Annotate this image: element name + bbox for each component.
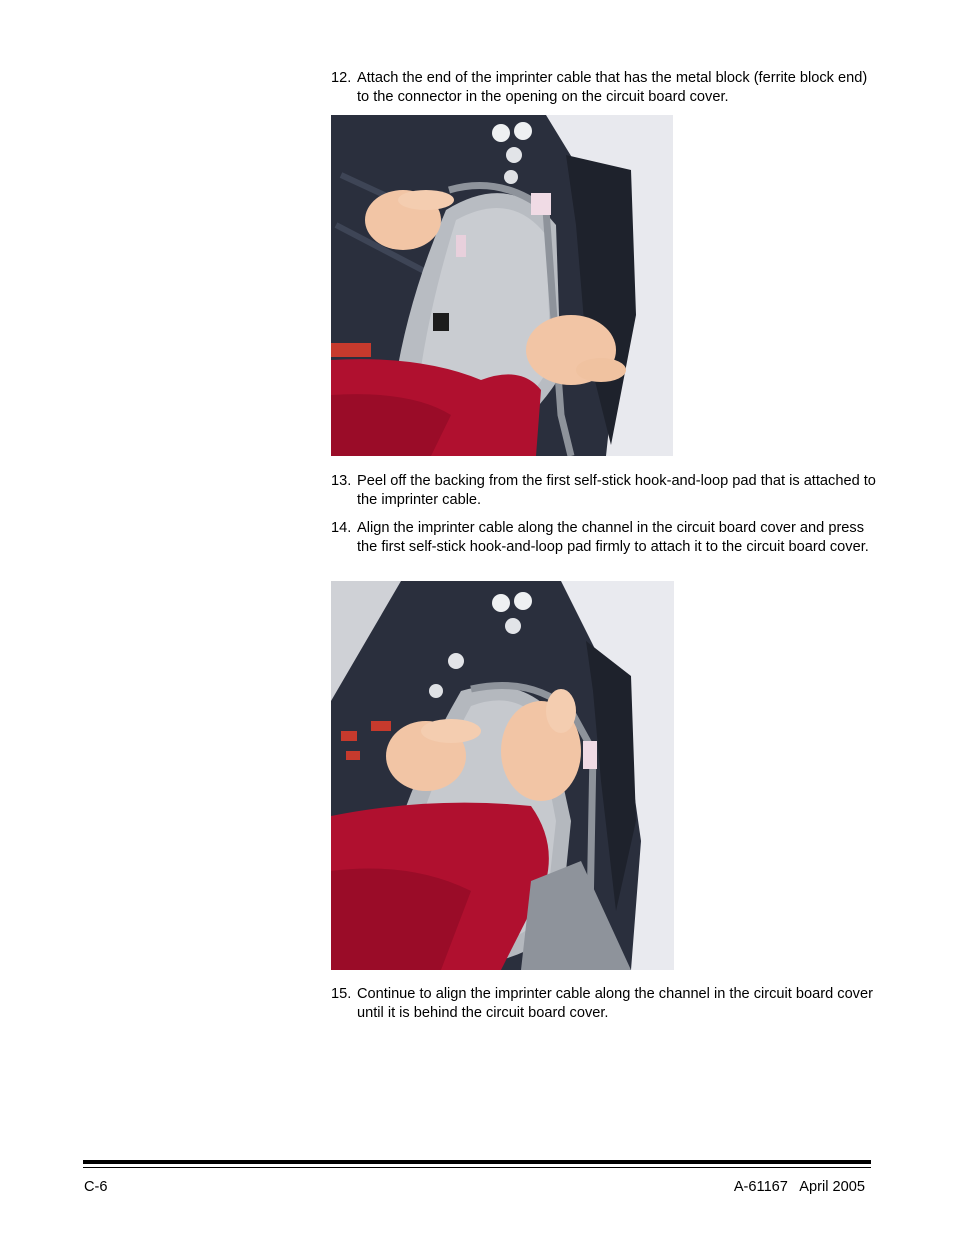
step-number: 14.	[331, 520, 352, 536]
step-text: Continue to align the imprinter cable along the channel in the circuit board cover until it is behind the circuit board cover.	[357, 986, 873, 1021]
page-number: C-6	[84, 1179, 108, 1195]
footer-rule-thick	[83, 1160, 871, 1164]
step-number: 15.	[331, 986, 352, 1002]
photo-attach-cable	[331, 115, 673, 456]
step-text: Align the imprinter cable along the channel in the circuit board cover and press the first self-stick hook-and-loop pad firmly to attach it to the circuit board cover.	[357, 520, 869, 555]
step-15	[331, 985, 876, 1022]
step-number: 12.	[331, 70, 352, 86]
step-text: Peel off the backing from the first self-stick hook-and-loop pad that is attached to the imprinter cable.	[357, 473, 876, 508]
footer-rule-thin	[83, 1167, 871, 1168]
doc-id: A-61167 April 2005	[733, 1179, 865, 1195]
step-text: Attach the end of the imprinter cable that has the metal block (ferrite block end) to the connector in the opening on the circuit board cover.	[357, 70, 868, 105]
step-12	[331, 69, 876, 106]
step-number: 13.	[331, 473, 352, 489]
step-13	[331, 472, 876, 509]
step-14	[331, 519, 876, 556]
photo-align-cable	[331, 581, 674, 970]
